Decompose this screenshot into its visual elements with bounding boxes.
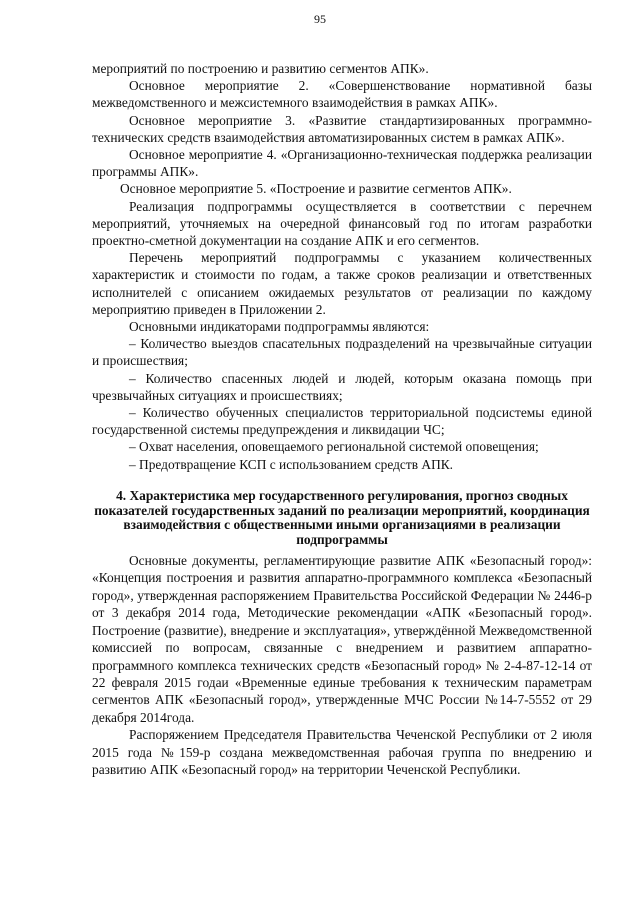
indicator-item: – Охват населения, оповещаемого региональной системой оповещения; — [129, 439, 539, 455]
paragraph-implementation: Реализация подпрограммы осуществляется в соответствии с перечнем мероприятий, уточняемых на очередной финансовый год по итогам разработки проектно-сметной документации на создание АПК и его сегментов. — [92, 198, 592, 249]
page-number: 95 — [314, 12, 326, 26]
paragraph-activity-4: Основное мероприятие 4. «Организационно-техническая поддержка реализации программы АПК». — [92, 147, 592, 180]
paragraph-activity-2: Основное мероприятие 2. «Совершенствование нормативной базы межведомственного и межсистемного взаимодействия в рамках АПК». — [92, 78, 592, 111]
paragraph-activity-3: Основное мероприятие 3. «Развитие стандартизированных программно-технических средств взаимодействия автоматизированных систем в рамках АПК». — [92, 112, 592, 145]
document-body — [92, 60, 592, 778]
section-body — [92, 552, 592, 778]
paragraph-documents: Основные документы, регламентирующие развитие АПК «Безопасный город»: «Концепция построения и развития аппаратно-программного комплекса «Безопасный город», утвержденная распоряжением Правительства Российской Федерации № 2446-р от 3 декабря 2014 года, Методические рекомендации «АПК «Безопасный город». Построение (развитие), внедрение и эксплуатация», утверждённой Межведомственной комиссией по вопросам, связанные с внедрением и развитием аппаратно-программного комплекса технических средств «Безопасный город» № 2-4-87-12-14 от 22 февраля 2015 годаи «Временные единые требования к техническим параметрам сегментов АПК «Безопасный город», утвержденные МЧС России №14-7-5552 от 29 декабря 2014года. — [92, 553, 592, 725]
section-heading: 4. Характеристика мер государственного регулирования, прогноз сводных показателей государственных заданий по реализации мероприятий, координация взаимодействия с общественными иными организациями в реализации подпрограммы — [94, 487, 590, 548]
paragraph-continuation: мероприятий по построению и развитию сегментов АПК». — [92, 61, 429, 76]
paragraph-activity-list: Перечень мероприятий подпрограммы с указанием количественных характеристик и стоимости по годам, а также сроков реализации и ответственных исполнителей с описанием ожидаемых результатов от реализации по каждому мероприятию приведен в Приложении 2. — [92, 250, 592, 317]
indicator-item: – Количество спасенных людей и людей, которым оказана помощь при чрезвычайных ситуациях и происшествиях; — [92, 370, 592, 403]
indicator-item: – Количество обученных специалистов территориальной подсистемы единой государственной системы предупреждения и ликвидации ЧС; — [92, 405, 592, 438]
paragraph-indicators-intro: Основными индикаторами подпрограммы являются: — [129, 319, 430, 335]
paragraph-activity-5: Основное мероприятие 5. «Построение и развитие сегментов АПК». — [120, 181, 512, 197]
indicator-item: – Количество выездов спасательных подразделений на чрезвычайные ситуации и происшествия; — [92, 336, 592, 369]
paragraph-decree: Распоряжением Председателя Правительства Чеченской Республики от 2 июля 2015 года №159-р создана межведомственная рабочая группа по внедрению и развитию АПК «Безопасный город» на территории Чеченской Республики. — [92, 727, 592, 777]
indicator-item: – Предотвращение КСП с использованием средств АПК. — [129, 456, 454, 472]
